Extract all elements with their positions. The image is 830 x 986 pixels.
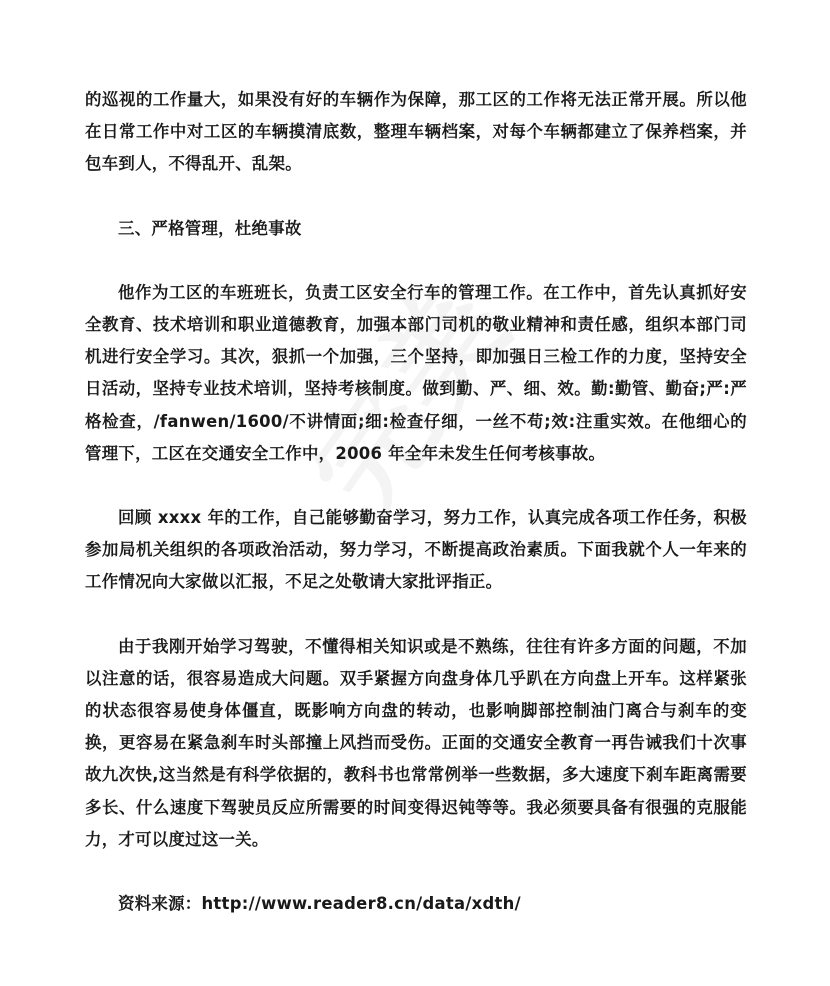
paragraph-review: 回顾 xxxx 年的工作，自己能够勤奋学习，努力工作，认真完成各项工作任务，积极参加局机关组织的各项政治活动，努力学习，不断提高政治素质。下面我就个人一年来的工作情况向大家做以汇报，不足之处敬请大家批评指正。 (85, 508, 747, 592)
spacer (85, 856, 747, 888)
document-page (85, 84, 747, 920)
source-link[interactable]: 资料来源：http://www.reader8.cn/data/xdth/ (118, 894, 521, 914)
spacer (85, 470, 747, 502)
section-heading: 三、严格管理，杜绝事故 (118, 218, 302, 238)
spacer (85, 245, 747, 277)
paragraph-continued: 的巡视的工作量大，如果没有好的车辆作为保障，那工区的工作将无法正常开展。所以他在日常工作中对工区的车辆摸清底数，整理车辆档案，对每个车辆都建立了保养档案，并包车到人，不得乱开、乱架。 (85, 90, 747, 174)
paragraph-management: 他作为工区的车班班长，负责工区安全行车的管理工作。在工作中，首先认真抓好安全教育、技术培训和职业道德教育，加强本部门司机的敬业精神和责任感，组织本部门司机进行安全学习。其次，狠抓一个加强，三个坚持，即加强日三检工作的力度，坚持安全日活动，坚持专业技术培训，坚持考核制度。做到勤、严、细、效。勤:勤管、勤奋;严:严格检查，/fanwen/1600/不讲情面;细:检查仔细，一丝不苟;效:注重实效。在他细心的管理下，工区在交通安全工作中，2006 年全年未发生任何考核事故。 (85, 282, 747, 463)
spacer (85, 181, 747, 213)
paragraph-driving: 由于我刚开始学习驾驶，不懂得相关知识或是不熟练，往往有许多方面的问题，不加以注意的话，很容易造成大问题。双手紧握方向盘身体几乎趴在方向盘上开车。这样紧张的状态很容易使身体僵直，既影响方向盘的转动，也影响脚部控制油门离合与刹车的变换，更容易在紧急刹车时头部撞上风挡而受伤。正面的交通安全教育一再告诫我们十次事故九次快,这当然是有科学依据的，教科书也常常例举一些数据，多大速度下刹车距离需要多长、什么速度下驾驶员反应所需要的时间变得迟钝等等。我必须要具备有很强的克服能力，才可以度过这一关。 (85, 636, 747, 849)
spacer (85, 599, 747, 631)
